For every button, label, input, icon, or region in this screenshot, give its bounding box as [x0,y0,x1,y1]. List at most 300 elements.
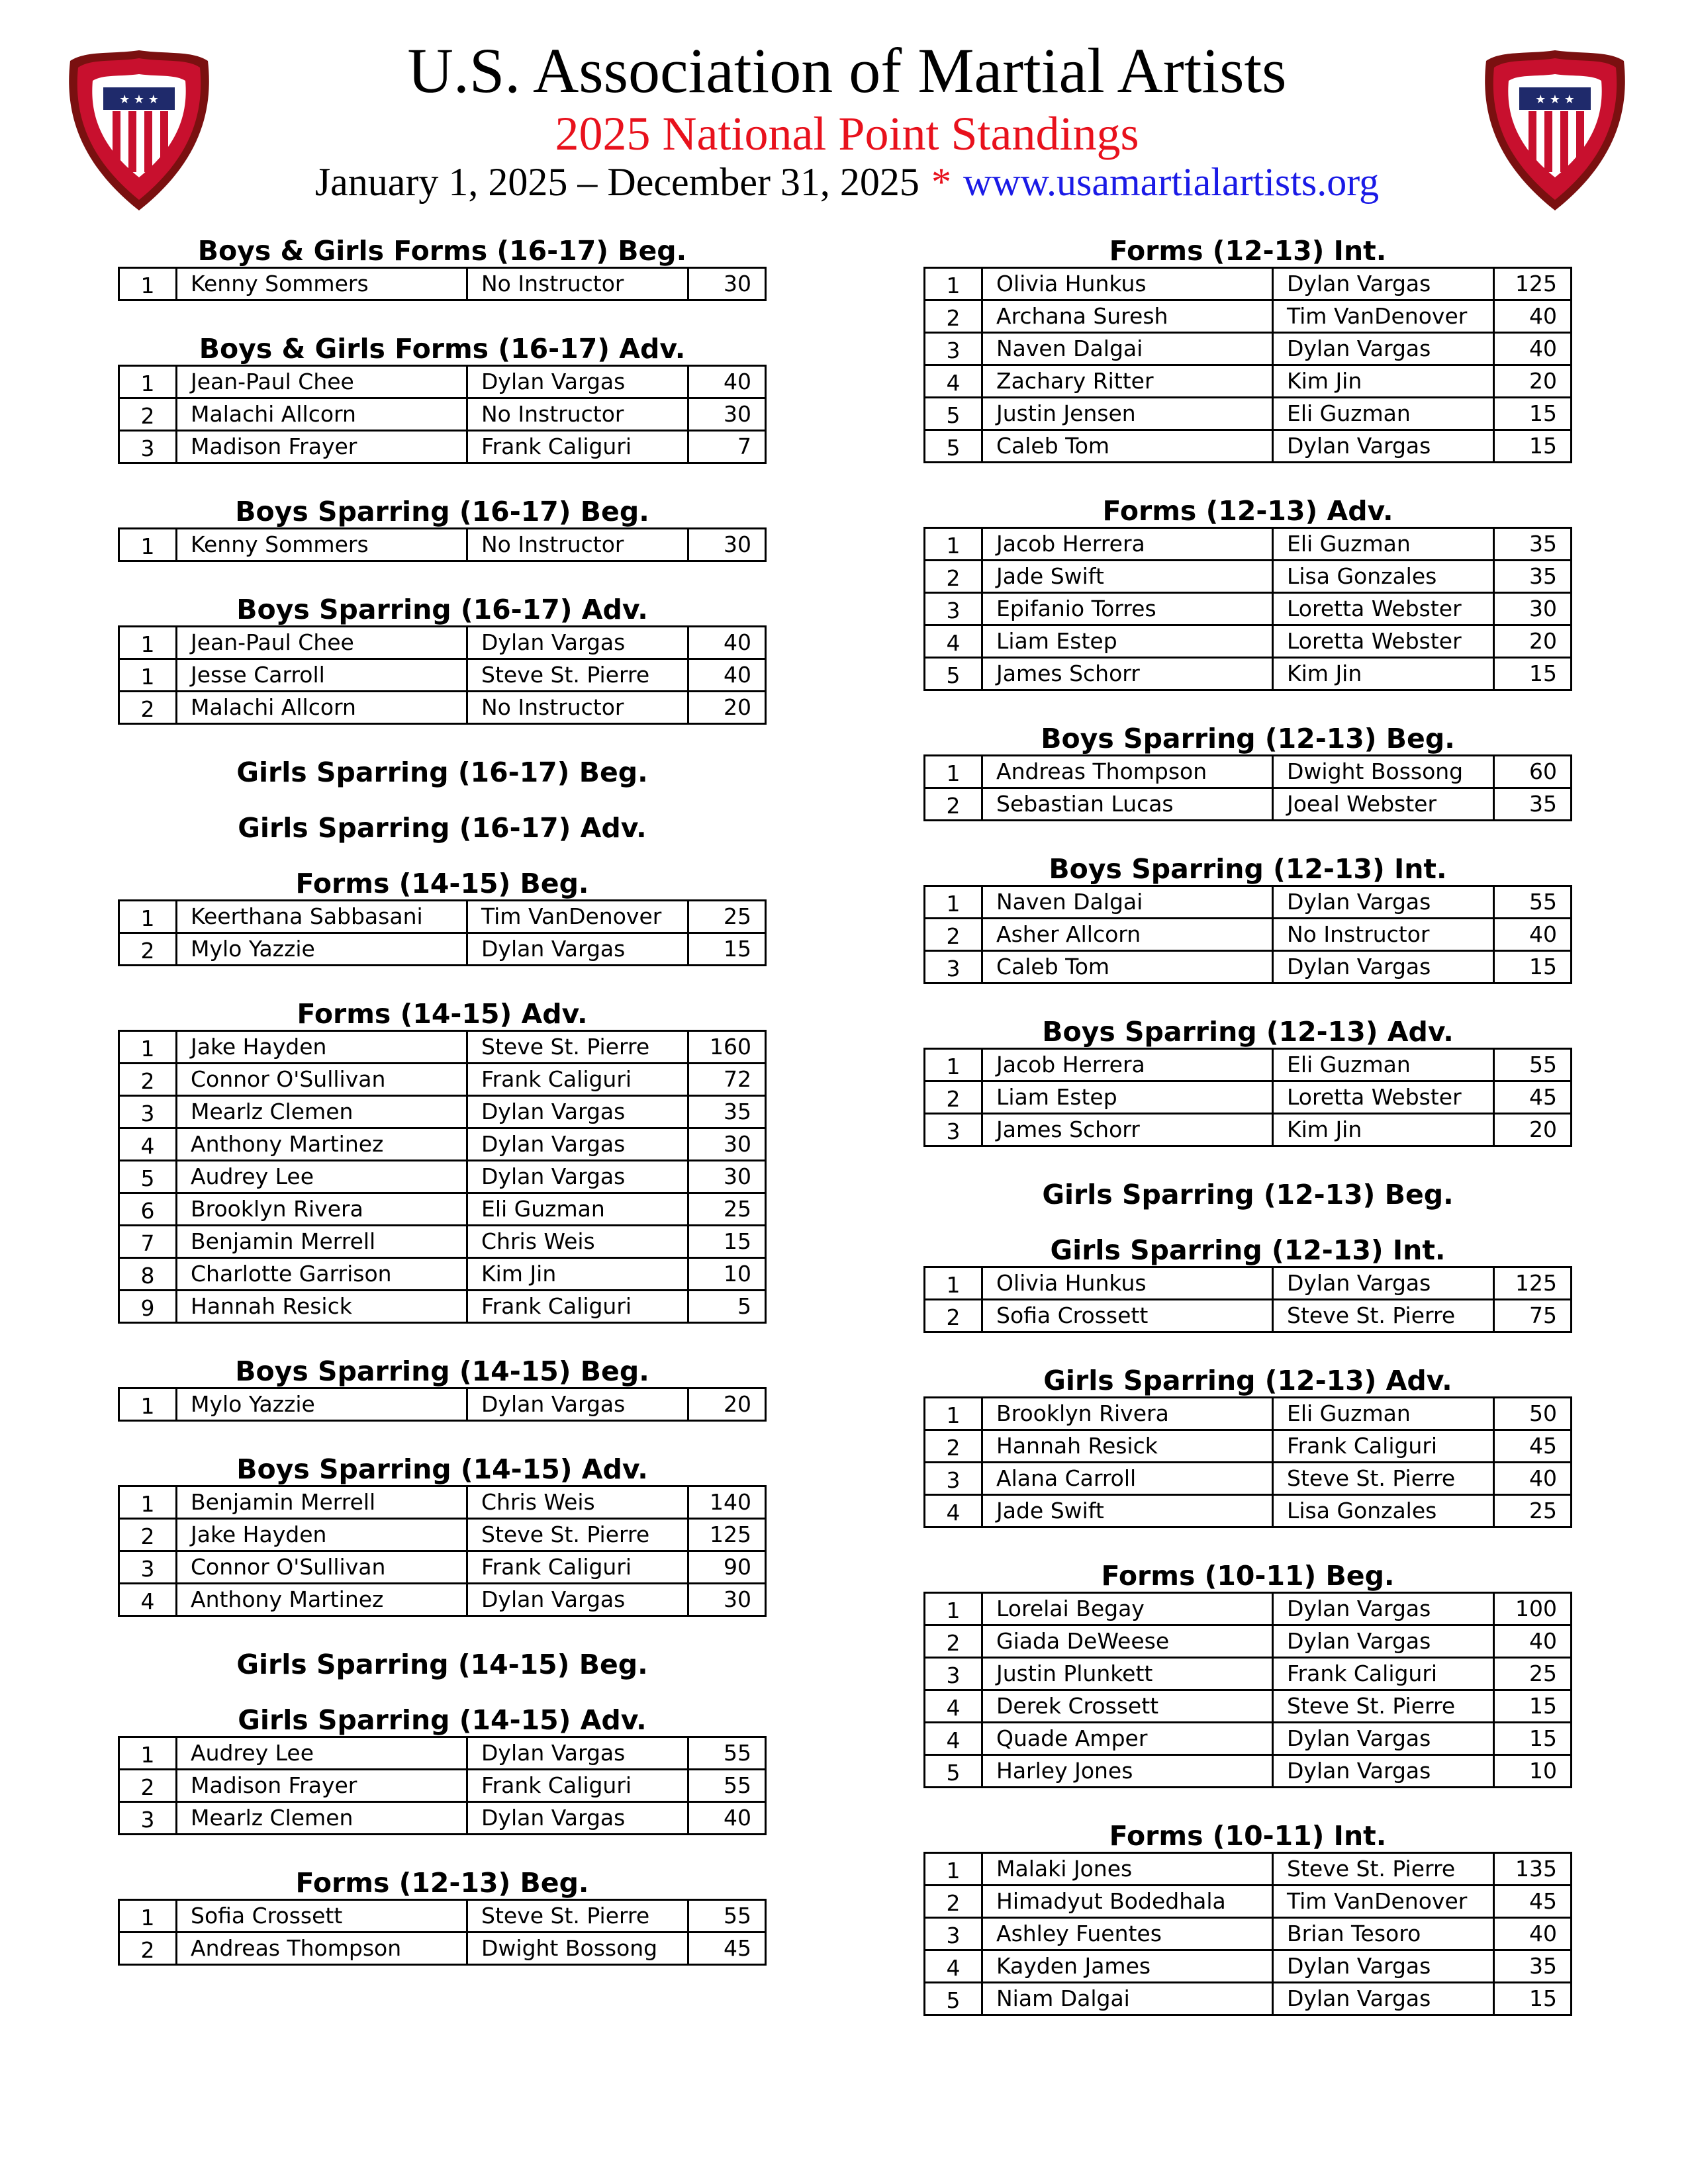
table-row [119,1128,766,1161]
table-row [925,268,1572,300]
table-row [925,1723,1572,1755]
division-boys-sparring-12-13-beg [923,723,1572,853]
competitor-name-cell: Jesse Carroll [177,659,467,692]
division-title: Forms (10-11) Int. [1109,1820,1387,1852]
section-spacer [923,1147,1572,1179]
competitor-name-cell: Ashley Fuentes [982,1918,1273,1950]
instructor-cell: Dylan Vargas [1273,886,1494,919]
division-forms-10-11-int [923,1820,1572,2048]
instructor-cell: No Instructor [1273,919,1494,951]
competitor-name-cell: Jacob Herrera [982,528,1273,561]
points-cell: 45 [1494,1430,1572,1463]
table-row [925,919,1572,951]
points-cell: 10 [688,1258,766,1291]
table-row [925,658,1572,690]
competitor-name-cell: Malachi Allcorn [177,692,467,724]
points-cell: 15 [1494,398,1572,430]
points-cell: 15 [1494,1983,1572,2015]
division-boys-sparring-12-13-int [923,853,1572,1016]
table-row [119,398,766,431]
rank-cell: 1 [925,1267,982,1300]
table-row [119,529,766,561]
points-cell: 75 [1494,1300,1572,1332]
rank-cell: 2 [119,1064,177,1096]
competitor-name-cell: Charlotte Garrison [177,1258,467,1291]
table-row [119,1161,766,1193]
section-spacer [118,1617,767,1649]
division-title: Boys Sparring (12-13) Beg. [1041,723,1455,754]
rank-cell: 2 [925,300,982,333]
points-cell: 20 [1494,365,1572,398]
rank-cell: 2 [119,1519,177,1551]
table-row [119,1226,766,1258]
rank-cell: 1 [119,901,177,933]
points-cell: 30 [688,1128,766,1161]
instructor-cell: Dylan Vargas [1273,333,1494,365]
division-title: Girls Sparring (16-17) Beg. [236,756,648,788]
rank-cell: 2 [925,1886,982,1918]
rank-cell: 5 [925,1755,982,1788]
instructor-cell: Joeal Webster [1273,788,1494,821]
table-row [925,788,1572,821]
standings-table [118,1030,767,1324]
instructor-cell: Steve St. Pierre [1273,1690,1494,1723]
rank-cell: 2 [925,561,982,593]
rank-cell: 1 [119,1031,177,1064]
table-row [925,1755,1572,1788]
instructor-cell: Frank Caliguri [467,1064,688,1096]
points-cell: 35 [1494,788,1572,821]
instructor-cell: Eli Guzman [467,1193,688,1226]
division-girls-sparring-14-15-adv [118,1704,767,1867]
division-girls-sparring-16-17-adv [118,812,767,868]
table-row [925,1918,1572,1950]
instructor-cell: Dylan Vargas [1273,268,1494,300]
rank-cell: 1 [119,659,177,692]
rank-cell: 3 [925,1114,982,1146]
points-cell: 35 [1494,561,1572,593]
competitor-name-cell: Sofia Crossett [982,1300,1273,1332]
rank-cell: 2 [925,788,982,821]
instructor-cell: No Instructor [467,398,688,431]
rank-cell: 3 [925,333,982,365]
instructor-cell: Kim Jin [1273,658,1494,690]
section-spacer [118,562,767,594]
instructor-cell: Dwight Bossong [1273,756,1494,788]
competitor-name-cell: Asher Allcorn [982,919,1273,951]
points-cell: 45 [1494,1081,1572,1114]
division-forms-12-13-beg [118,1867,767,1997]
table-row [119,1900,766,1933]
instructor-cell: Brian Tesoro [1273,1918,1494,1950]
rank-cell: 3 [925,951,982,983]
instructor-cell: Loretta Webster [1273,625,1494,658]
standings-table [118,1899,767,1966]
competitor-name-cell: Kenny Sommers [177,529,467,561]
table-row [119,692,766,724]
instructor-cell: Frank Caliguri [467,1551,688,1584]
competitor-name-cell: Jean-Paul Chee [177,627,467,659]
table-row [925,333,1572,365]
separator-star: * [931,160,951,204]
table-row [925,398,1572,430]
instructor-cell: No Instructor [467,529,688,561]
points-cell: 125 [688,1519,766,1551]
table-row [119,1291,766,1323]
standings-table [118,527,767,562]
competitor-name-cell: Jean-Paul Chee [177,366,467,398]
competitor-name-cell: Sofia Crossett [177,1900,467,1933]
points-cell: 40 [688,366,766,398]
instructor-cell: Dylan Vargas [467,366,688,398]
instructor-cell: Eli Guzman [1273,1398,1494,1430]
date-line [0,159,1694,205]
instructor-cell: Dylan Vargas [1273,1593,1494,1625]
standings-table [923,267,1572,463]
standings-table [923,1266,1572,1333]
division-title: Girls Sparring (12-13) Int. [1050,1234,1446,1266]
division-boys-girls-forms-16-17-beg [118,235,767,333]
instructor-cell: Dylan Vargas [467,1584,688,1616]
points-cell: 30 [688,1584,766,1616]
instructor-cell: Eli Guzman [1273,398,1494,430]
table-row [925,1495,1572,1527]
competitor-name-cell: Anthony Martinez [177,1584,467,1616]
points-cell: 35 [1494,1950,1572,1983]
instructor-cell: Dylan Vargas [467,627,688,659]
competitor-name-cell: Anthony Martinez [177,1128,467,1161]
division-forms-12-13-adv [923,495,1572,723]
competitor-name-cell: Jade Swift [982,1495,1273,1527]
division-girls-sparring-14-15-beg [118,1649,767,1704]
competitor-name-cell: James Schorr [982,1114,1273,1146]
division-title: Girls Sparring (14-15) Adv. [238,1704,647,1736]
rank-cell: 2 [925,1430,982,1463]
rank-cell: 5 [925,658,982,690]
table-row [925,1950,1572,1983]
rank-cell: 3 [119,431,177,463]
section-spacer [118,788,767,812]
standings-table [118,899,767,966]
points-cell: 20 [688,1388,766,1421]
competitor-name-cell: Connor O'Sullivan [177,1551,467,1584]
points-cell: 25 [1494,1495,1572,1527]
rank-cell: 2 [119,933,177,966]
table-row [119,1096,766,1128]
rank-cell: 2 [925,1081,982,1114]
division-title: Forms (12-13) Int. [1109,235,1387,267]
section-spacer [118,1422,767,1453]
standings-column-right [923,235,1572,2048]
division-title: Forms (14-15) Beg. [295,868,589,899]
rank-cell: 1 [925,886,982,919]
rank-cell: 5 [925,398,982,430]
rank-cell: 8 [119,1258,177,1291]
rank-cell: 4 [925,1495,982,1527]
competitor-name-cell: Naven Dalgai [982,886,1273,919]
table-row [925,756,1572,788]
standings-table [923,885,1572,984]
competitor-name-cell: Derek Crossett [982,1690,1273,1723]
rank-cell: 1 [119,1388,177,1421]
points-cell: 35 [1494,528,1572,561]
section-spacer [118,464,767,496]
competitor-name-cell: Malaki Jones [982,1853,1273,1886]
instructor-cell: Loretta Webster [1273,593,1494,625]
points-cell: 40 [1494,1918,1572,1950]
rank-cell: 4 [925,365,982,398]
svg-text:★ ★ ★: ★ ★ ★ [1535,93,1575,107]
shield-emblem-icon [1482,48,1628,213]
competitor-name-cell: Naven Dalgai [982,333,1273,365]
instructor-cell: Steve St. Pierre [467,1900,688,1933]
section-spacer [923,691,1572,723]
competitor-name-cell: Kayden James [982,1950,1273,1983]
competitor-name-cell: Hannah Resick [177,1291,467,1323]
table-row [925,625,1572,658]
rank-cell: 3 [119,1802,177,1835]
competitor-name-cell: James Schorr [982,658,1273,690]
table-row [119,1737,766,1770]
points-cell: 35 [688,1096,766,1128]
division-title: Boys Sparring (14-15) Beg. [235,1355,649,1387]
points-cell: 40 [688,627,766,659]
instructor-cell: Kim Jin [1273,1114,1494,1146]
competitor-name-cell: Giada DeWeese [982,1625,1273,1658]
competitor-name-cell: Mearlz Clemen [177,1096,467,1128]
instructor-cell: Dylan Vargas [1273,1755,1494,1788]
table-row [925,1114,1572,1146]
table-row [119,933,766,966]
instructor-cell: Steve St. Pierre [1273,1300,1494,1332]
division-boys-girls-forms-16-17-adv [118,333,767,496]
rank-cell: 1 [925,1593,982,1625]
points-cell: 135 [1494,1853,1572,1886]
table-row [119,627,766,659]
instructor-cell: Frank Caliguri [467,431,688,463]
table-row [119,1064,766,1096]
rank-cell: 1 [925,1853,982,1886]
table-row [119,1258,766,1291]
instructor-cell: No Instructor [467,268,688,300]
points-cell: 125 [1494,1267,1572,1300]
table-row [925,951,1572,983]
points-cell: 15 [1494,1690,1572,1723]
page-title: U.S. Association of Martial Artists [407,35,1287,106]
instructor-cell: Dylan Vargas [1273,1625,1494,1658]
instructor-cell: Dylan Vargas [467,1096,688,1128]
division-forms-14-15-adv [118,998,767,1355]
division-title: Boys Sparring (16-17) Adv. [236,594,648,625]
page-header [0,0,1694,225]
competitor-name-cell: Mylo Yazzie [177,933,467,966]
competitor-name-cell: Andreas Thompson [177,1933,467,1965]
instructor-cell: Dylan Vargas [1273,430,1494,463]
points-cell: 15 [1494,430,1572,463]
points-cell: 20 [688,692,766,724]
competitor-name-cell: Justin Plunkett [982,1658,1273,1690]
points-cell: 15 [1494,951,1572,983]
points-cell: 40 [688,659,766,692]
points-cell: 15 [1494,1723,1572,1755]
table-row [925,528,1572,561]
points-cell: 40 [688,1802,766,1835]
table-row [925,1049,1572,1081]
points-cell: 25 [1494,1658,1572,1690]
table-row [925,1081,1572,1114]
website-link[interactable]: www.usamartialartists.org [963,160,1380,204]
instructor-cell: Steve St. Pierre [467,1031,688,1064]
division-forms-12-13-int [923,235,1572,495]
rank-cell: 2 [925,1300,982,1332]
division-boys-sparring-12-13-adv [923,1016,1572,1179]
points-cell: 72 [688,1064,766,1096]
table-row [925,1658,1572,1690]
rank-cell: 5 [925,1983,982,2015]
section-spacer [118,844,767,868]
rank-cell: 1 [925,756,982,788]
competitor-name-cell: Niam Dalgai [982,1983,1273,2015]
division-boys-sparring-16-17-beg [118,496,767,594]
table-row [119,268,766,300]
rank-cell: 2 [925,1625,982,1658]
competitor-name-cell: Epifanio Torres [982,593,1273,625]
competitor-name-cell: Connor O'Sullivan [177,1064,467,1096]
division-forms-10-11-beg [923,1560,1572,1820]
points-cell: 40 [1494,919,1572,951]
table-row [925,1593,1572,1625]
standings-table [118,1736,767,1835]
table-row [925,1983,1572,2015]
rank-cell: 4 [925,1950,982,1983]
table-row [925,1300,1572,1332]
table-row [119,1388,766,1421]
points-cell: 55 [688,1737,766,1770]
competitor-name-cell: Mylo Yazzie [177,1388,467,1421]
points-cell: 100 [1494,1593,1572,1625]
division-title: Boys Sparring (12-13) Int. [1049,853,1447,885]
instructor-cell: Dylan Vargas [467,933,688,966]
division-title: Boys Sparring (12-13) Adv. [1042,1016,1454,1048]
standings-table [118,1387,767,1422]
standings-table [923,1592,1572,1788]
table-row [925,1463,1572,1495]
table-row [925,1430,1572,1463]
section-spacer [118,725,767,756]
competitor-name-cell: Quade Amper [982,1723,1273,1755]
competitor-name-cell: Olivia Hunkus [982,268,1273,300]
competitor-name-cell: Alana Carroll [982,1463,1273,1495]
section-spacer [118,1966,767,1997]
competitor-name-cell: Audrey Lee [177,1737,467,1770]
rank-cell: 3 [925,1658,982,1690]
competitor-name-cell: Keerthana Sabbasani [177,901,467,933]
competitor-name-cell: Liam Estep [982,1081,1273,1114]
table-row [925,1267,1572,1300]
instructor-cell: Kim Jin [1273,365,1494,398]
division-title: Forms (14-15) Adv. [297,998,588,1030]
instructor-cell: Lisa Gonzales [1273,561,1494,593]
standings-column-left [118,235,767,1997]
rank-cell: 1 [119,627,177,659]
rank-cell: 3 [925,1918,982,1950]
rank-cell: 1 [925,528,982,561]
table-row [925,886,1572,919]
rank-cell: 1 [119,366,177,398]
points-cell: 125 [1494,268,1572,300]
instructor-cell: Dylan Vargas [467,1737,688,1770]
points-cell: 30 [688,529,766,561]
points-cell: 15 [688,933,766,966]
table-row [119,431,766,463]
rank-cell: 4 [925,1690,982,1723]
division-title: Girls Sparring (16-17) Adv. [238,812,647,844]
division-girls-sparring-12-13-adv [923,1365,1572,1560]
table-row [925,1625,1572,1658]
rank-cell: 6 [119,1193,177,1226]
competitor-name-cell: Sebastian Lucas [982,788,1273,821]
table-row [925,593,1572,625]
points-cell: 50 [1494,1398,1572,1430]
rank-cell: 5 [925,430,982,463]
points-cell: 45 [688,1933,766,1965]
standings-table [923,754,1572,821]
section-spacer [118,1324,767,1355]
points-cell: 40 [1494,1625,1572,1658]
competitor-name-cell: Malachi Allcorn [177,398,467,431]
table-row [925,561,1572,593]
points-cell: 40 [1494,300,1572,333]
instructor-cell: Tim VanDenover [1273,1886,1494,1918]
table-row [925,1853,1572,1886]
competitor-name-cell: Madison Frayer [177,431,467,463]
section-spacer [923,463,1572,495]
instructor-cell: Dylan Vargas [467,1128,688,1161]
division-boys-sparring-14-15-adv [118,1453,767,1649]
section-spacer [118,301,767,333]
competitor-name-cell: Jacob Herrera [982,1049,1273,1081]
instructor-cell: Chris Weis [467,1226,688,1258]
section-spacer [923,1528,1572,1560]
division-boys-sparring-14-15-beg [118,1355,767,1453]
points-cell: 30 [1494,593,1572,625]
points-cell: 140 [688,1486,766,1519]
standings-table [923,1852,1572,2016]
section-spacer [118,1835,767,1867]
usama-logo-right [1482,48,1628,213]
points-cell: 20 [1494,1114,1572,1146]
points-cell: 160 [688,1031,766,1064]
svg-text:★ ★ ★: ★ ★ ★ [119,93,159,107]
competitor-name-cell: Mearlz Clemen [177,1802,467,1835]
division-title: Forms (12-13) Adv. [1102,495,1393,527]
table-row [119,1770,766,1802]
division-forms-14-15-beg [118,868,767,998]
instructor-cell: Dylan Vargas [1273,1723,1494,1755]
table-row [119,1802,766,1835]
competitor-name-cell: Jake Hayden [177,1519,467,1551]
rank-cell: 4 [925,625,982,658]
rank-cell: 7 [119,1226,177,1258]
rank-cell: 3 [119,1096,177,1128]
standings-table [923,1048,1572,1147]
competitor-name-cell: Olivia Hunkus [982,1267,1273,1300]
rank-cell: 1 [119,1900,177,1933]
rank-cell: 1 [119,1737,177,1770]
points-cell: 55 [688,1770,766,1802]
rank-cell: 1 [925,1398,982,1430]
table-row [925,1398,1572,1430]
